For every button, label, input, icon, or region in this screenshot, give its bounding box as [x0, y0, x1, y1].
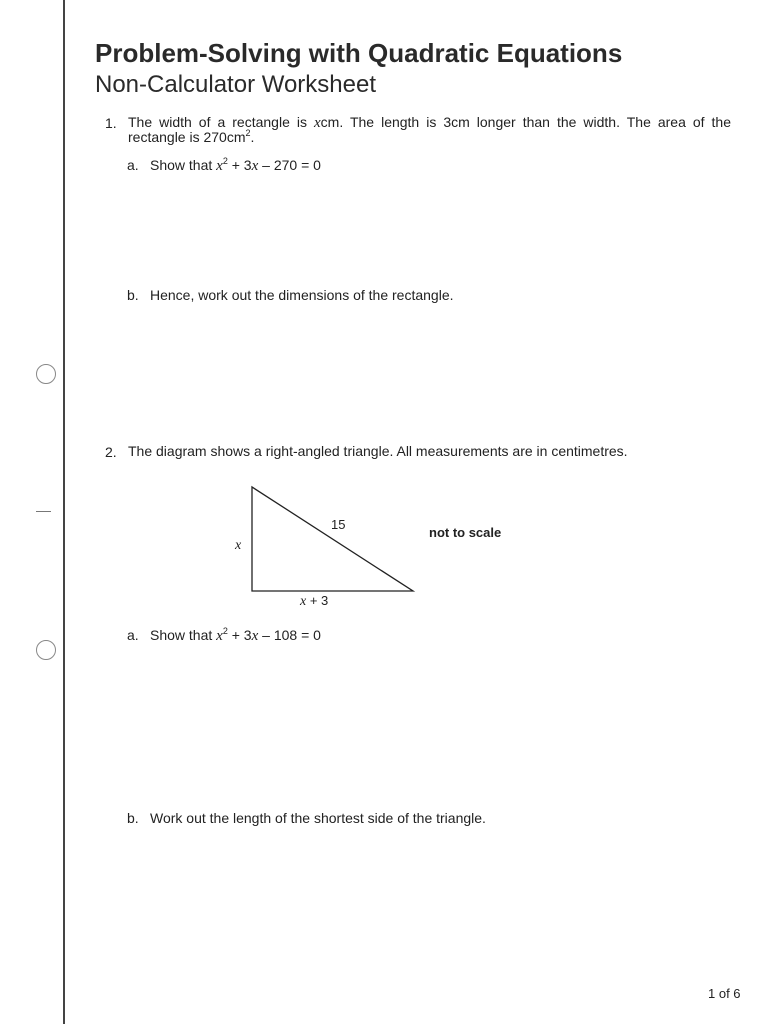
question-1b-letter: b.	[127, 287, 139, 303]
question-1a-letter: a.	[127, 157, 139, 173]
question-1b-text: Hence, work out the dimensions of the rectangle.	[150, 287, 454, 303]
page-subtitle: Non-Calculator Worksheet	[95, 71, 377, 98]
page-title: Problem-Solving with Quadratic Equations	[95, 38, 623, 68]
margin-line	[63, 0, 65, 1024]
question-1-text-line2: rectangle is $270cm^2$.	[128, 128, 255, 145]
vertical-side-label: x	[235, 538, 242, 553]
question-1a-text: Show that $x^2 + 3x - 270 = 0$	[150, 156, 321, 174]
base-label: x + 3	[300, 593, 329, 609]
right-triangle-diagram	[230, 480, 430, 615]
punch-hole	[36, 640, 56, 660]
question-2b-text: Work out the length of the shortest side of the triangle.	[150, 810, 486, 826]
punch-hole	[36, 364, 56, 384]
question-2a-text: Show that $x^2 + 3x - 108 = 0$	[150, 626, 321, 644]
question-2a-letter: a.	[127, 627, 139, 643]
question-1-number: 1.	[105, 115, 117, 131]
question-2-text: The diagram shows a right-angled triangle. All measurements are in centimetres.	[128, 443, 628, 459]
fold-mark	[36, 511, 51, 512]
page-number: 1 of 6	[708, 986, 741, 1001]
question-2b-letter: b.	[127, 810, 139, 826]
question-2-number: 2.	[105, 444, 117, 460]
hypotenuse-label: 15	[331, 517, 346, 532]
triangle-shape	[252, 487, 413, 591]
not-to-scale-note: not to scale	[429, 525, 502, 540]
question-1-text-line1: The width of a rectangle is xcm. The length is 3cm longer than the width. The area of the	[128, 114, 732, 131]
